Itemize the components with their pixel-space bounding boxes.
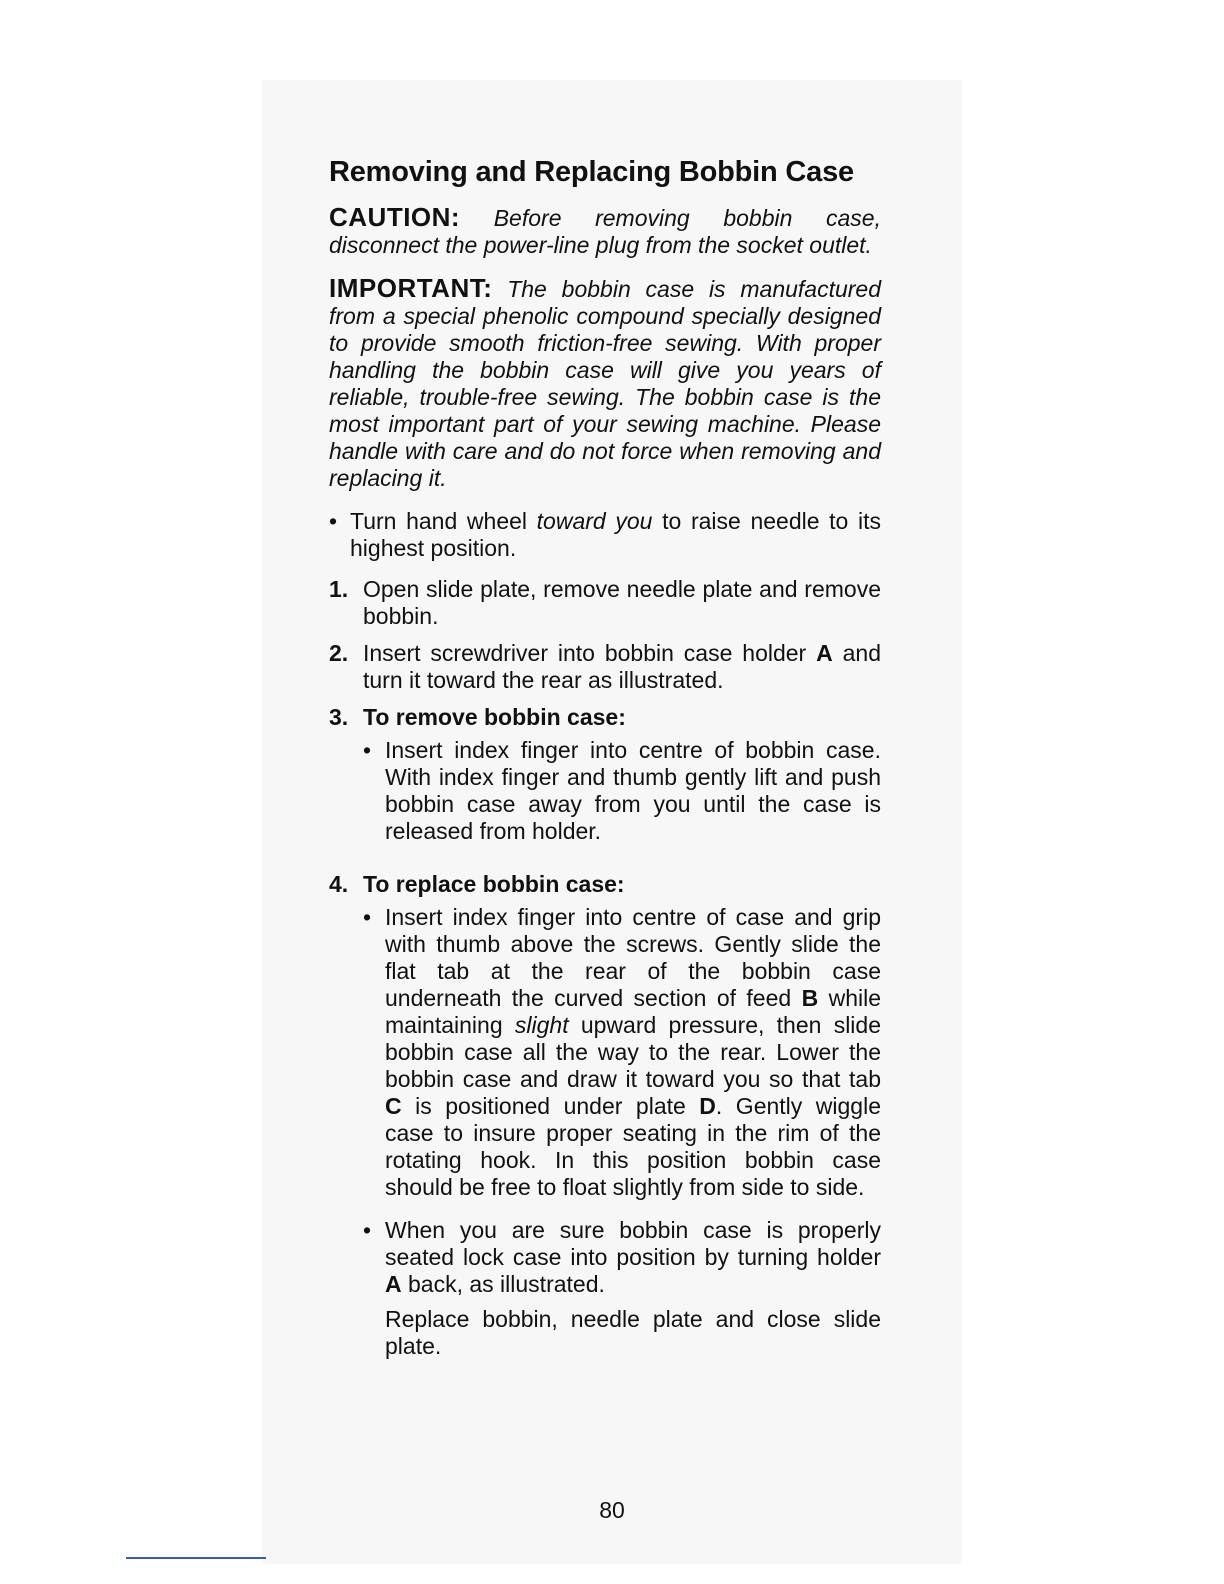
step-text-part: Insert screwdriver into bobbin case holder xyxy=(363,640,817,666)
step-heading: To remove bobbin case: xyxy=(363,704,626,730)
important-text: The bobbin case is manufactured from a special phenolic compound specially designed to provide smooth friction-free sewing. With proper handling the bobbin case will give you years of reliable, trouble-free sewing. The bobbin case is the most important part of your sewing machine. Please handle with care and do not force when removing and replacing it. xyxy=(329,276,882,491)
step-3 xyxy=(329,704,881,861)
step-number: 3. xyxy=(329,704,349,730)
page-title: Removing and Replacing Bobbin Case xyxy=(329,156,854,188)
text-part: upward pressure, then slide bobbin case all the way to the rear. Lower the bobbin case and draw it toward you so that tab xyxy=(385,1012,881,1092)
important-paragraph xyxy=(329,275,881,492)
step-number: 1. xyxy=(329,576,349,602)
manual-page-content xyxy=(329,152,881,1380)
tab-label-c: C xyxy=(385,1093,402,1119)
step-1 xyxy=(329,576,881,630)
page-number: 80 xyxy=(599,1497,625,1523)
text-part: . Gently wiggle case to insure proper seating in the rim of the rotating hook. In this position bobbin case should be free to float slightly from side to side. xyxy=(385,1093,881,1200)
step-text xyxy=(363,640,881,694)
step-text: Open slide plate, remove needle plate and remove bobbin. xyxy=(363,576,881,629)
intro-text-before: Turn hand wheel xyxy=(350,508,537,534)
text-part: while maintaining xyxy=(385,985,881,1038)
caution-text: Before removing bobbin case, disconnect the power-line plug from the socket outlet. xyxy=(329,205,881,258)
step-bullet-text xyxy=(385,904,881,1201)
intro-bullet-text xyxy=(350,508,881,562)
step-number: 4. xyxy=(329,871,349,897)
step-text-part: and turn it toward the rear as illustrated. xyxy=(363,640,881,693)
scan-mark xyxy=(126,1557,266,1559)
caution-label: CAUTION: xyxy=(329,202,461,232)
bullet-dot: • xyxy=(329,508,338,534)
step-heading: To replace bobbin case: xyxy=(363,871,625,897)
step-bullet xyxy=(363,904,881,1201)
step-bullet-text: Insert index finger into centre of bobbin case. With index finger and thumb gently lift and push bobbin case away from you until the case is released from holder. xyxy=(385,737,881,844)
holder-label-a: A xyxy=(816,640,833,666)
text-part: When you are sure bobbin case is properly seated lock case into position by turning holder xyxy=(385,1217,881,1270)
intro-emphasis: toward you xyxy=(536,508,653,534)
bullet-dot: • xyxy=(363,1217,372,1243)
intro-bullet xyxy=(329,508,881,562)
plate-label-d: D xyxy=(699,1093,716,1119)
important-label: IMPORTANT: xyxy=(329,273,493,303)
text-emphasis: slight xyxy=(514,1012,569,1038)
step-2 xyxy=(329,640,881,694)
step-bullet xyxy=(363,737,881,845)
text-part: back, as illustrated. xyxy=(401,1271,605,1297)
step-bullet xyxy=(363,1217,881,1298)
step-4 xyxy=(329,871,881,1370)
bullet-dot: • xyxy=(363,737,372,763)
bullet-dot: • xyxy=(363,904,372,930)
caution-paragraph xyxy=(329,204,881,259)
holder-label-a: A xyxy=(385,1271,402,1297)
feed-label-b: B xyxy=(801,985,819,1011)
step-bullet-text xyxy=(385,1217,881,1298)
closing-instruction: Replace bobbin, needle plate and close slide plate. xyxy=(385,1306,881,1359)
text-part: is positioned under plate xyxy=(401,1093,700,1119)
text-part: Insert index finger into centre of case and grip with thumb above the screws. Gently slide the flat tab at the rear of the bobbin case underneath the curved section of feed xyxy=(385,904,881,1011)
step-number: 2. xyxy=(329,640,349,666)
intro-text-after: to raise needle to its highest position. xyxy=(350,508,882,561)
